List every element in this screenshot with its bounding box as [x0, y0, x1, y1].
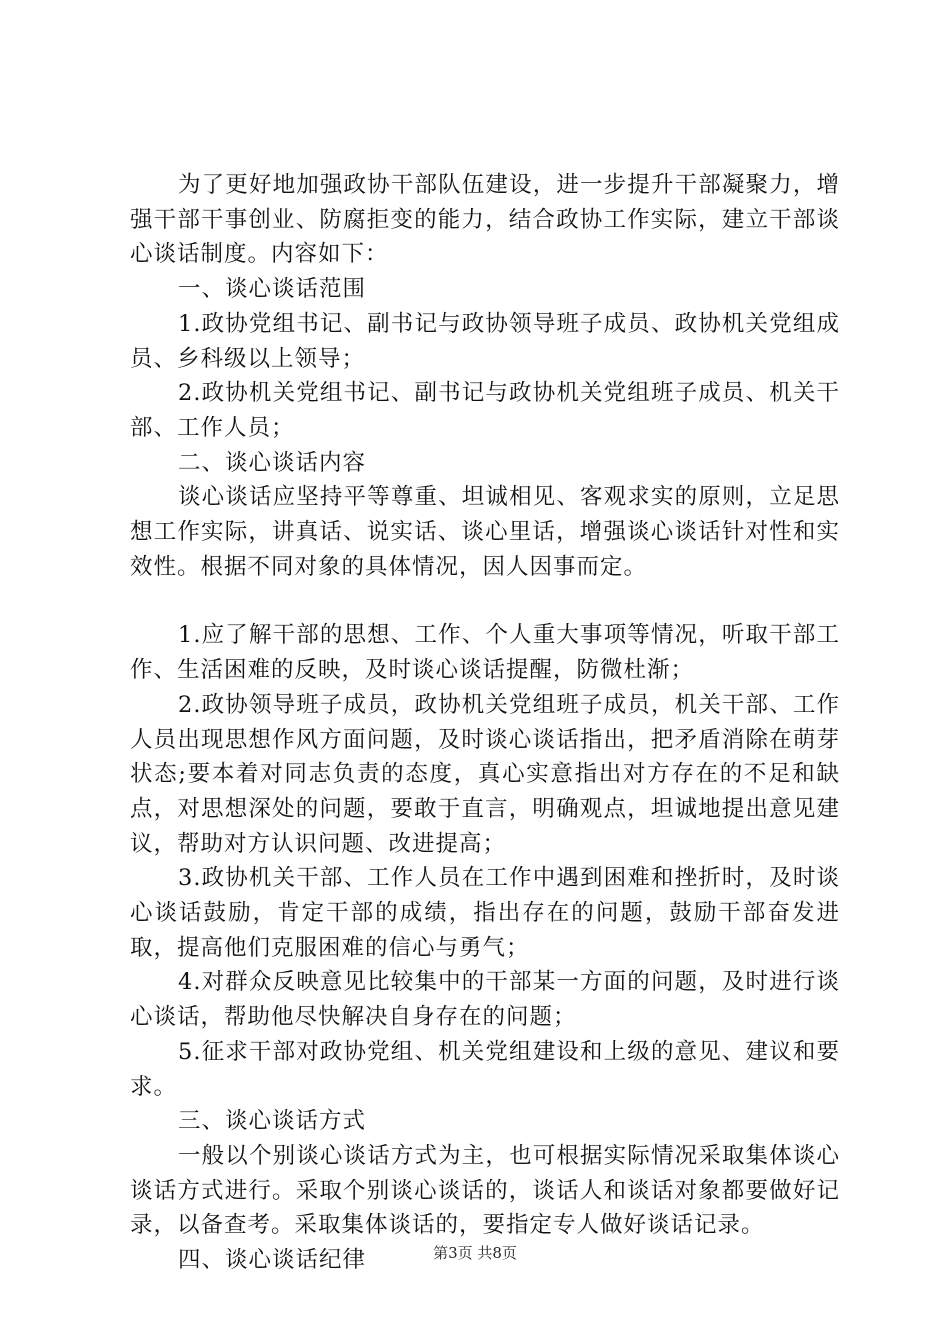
paragraph-gap: [130, 584, 840, 618]
content-item-3: 3.政协机关干部、工作人员在工作中遇到困难和挫折时，及时谈心谈话鼓励，肯定干部的成绩，指出存在的问题，鼓励干部奋发进取，提高他们克服困难的信心与勇气；: [130, 865, 840, 961]
document-body: [130, 168, 840, 1278]
content-item-1: 1.应了解干部的思想、工作、个人重大事项等情况，听取干部工作、生活困难的反映，及时谈心谈话提醒，防微杜渐；: [130, 622, 840, 684]
method-paragraph: 一般以个别谈心谈话方式为主，也可根据实际情况采取集体谈心谈话方式进行。采取个别谈心谈话的，谈话人和谈话对象都要做好记录，以备查考。采取集体谈话的，要指定专人做好谈话记录。: [130, 1142, 840, 1239]
content-item-5: 5.征求干部对政协党组、机关党组建设和上级的意见、建议和要求。: [130, 1038, 840, 1100]
section-heading-content: 二、谈心谈话内容: [178, 449, 367, 476]
scope-item-1: 1.政协党组书记、副书记与政协领导班子成员、政协机关党组成员、乡科级以上领导；: [130, 310, 840, 372]
section-heading-scope: 一、谈心谈话范围: [178, 276, 367, 303]
content-item-4: 4.对群众反映意见比较集中的干部某一方面的问题，及时进行谈心谈话，帮助他尽快解决自身存在的问题；: [130, 969, 840, 1031]
content-intro-paragraph: 谈心谈话应坚持平等尊重、坦诚相见、客观求实的原则，立足思想工作实际，讲真话、说实话、谈心里话，增强谈心谈话针对性和实效性。根据不同对象的具体情况，因人因事而定。: [130, 484, 840, 580]
intro-paragraph: 为了更好地加强政协干部队伍建设，进一步提升干部凝聚力，增强干部干事创业、防腐拒变的能力，结合政协工作实际，建立干部谈心谈话制度。内容如下：: [130, 172, 840, 268]
content-item-2: 2.政协领导班子成员，政协机关党组班子成员，机关干部、工作人员出现思想作风方面问题，及时谈心谈话指出，把矛盾消除在萌芽状态;要本着对同志负责的态度，真心实意指出对方存在的不足和缺点，对思想深处的问题，要敢于直言，明确观点，坦诚地提出意见建议，帮助对方认识问题、改进提高；: [130, 691, 840, 857]
scope-item-2: 2.政协机关党组书记、副书记与政协机关党组班子成员、机关干部、工作人员；: [130, 380, 840, 441]
page-number-footer: 第3页 共8页: [433, 1244, 517, 1262]
section-heading-discipline: 四、谈心谈话纪律: [178, 1247, 367, 1274]
section-heading-method: 三、谈心谈话方式: [178, 1108, 367, 1135]
